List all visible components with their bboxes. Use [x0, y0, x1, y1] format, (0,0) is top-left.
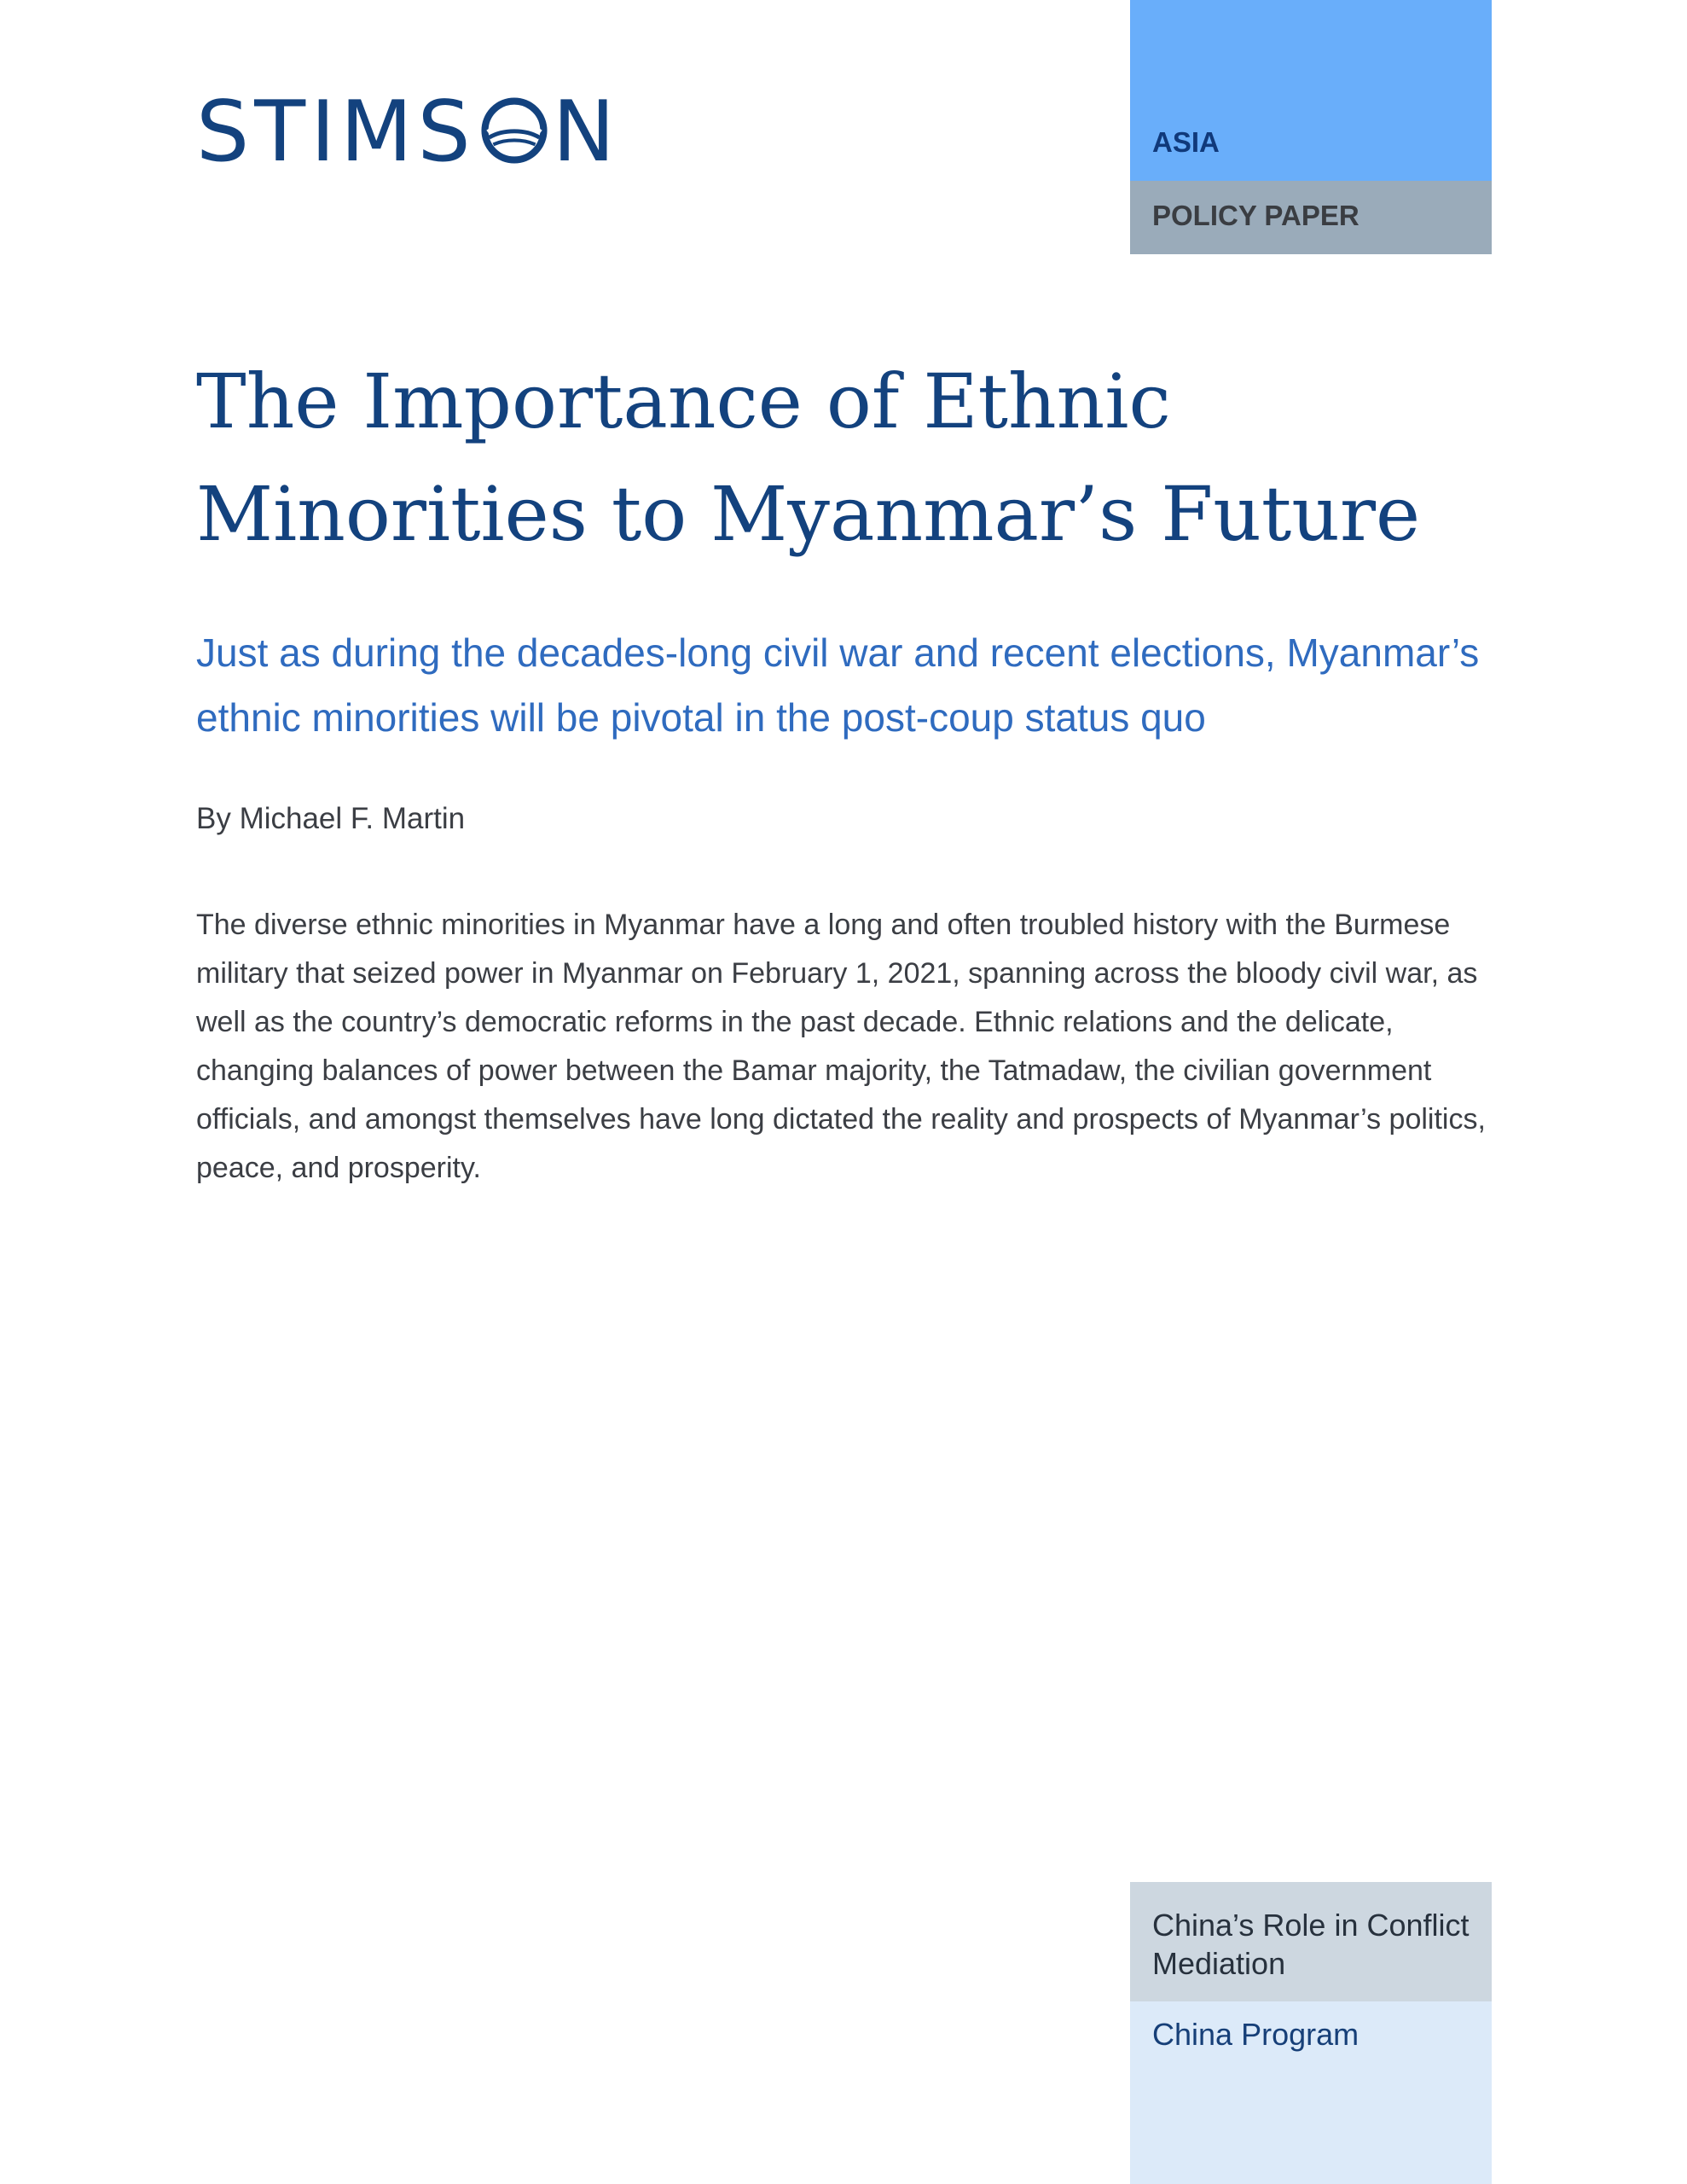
region-label: ASIA	[1152, 126, 1220, 158]
author-byline: By Michael F. Martin	[196, 802, 466, 835]
logo-text-end: N	[552, 84, 621, 181]
program-name: China Program	[1152, 2017, 1359, 2052]
stimson-logo	[196, 84, 621, 181]
document-type-tag	[1130, 181, 1492, 254]
document-type-label: POLICY PAPER	[1152, 200, 1359, 231]
series-name-panel	[1130, 1882, 1492, 2001]
series-name: China’s Role in Conflict Mediation	[1152, 1908, 1470, 1981]
subtitle: Just as during the decades-long civil war and recent elections, Myanmar’s ethnic minorities will be pivotal in the post-coup status quo	[196, 630, 1480, 740]
category-tag	[1130, 0, 1492, 254]
globe-swoosh-icon	[479, 96, 549, 166]
program-panel	[1130, 2001, 1492, 2184]
series-box	[1130, 1882, 1492, 2184]
logo-text-start: STIMS	[196, 84, 476, 181]
region-tag	[1130, 0, 1492, 181]
abstract-paragraph: The diverse ethnic minorities in Myanmar have a long and often troubled history with the Burmese military that seized power in Myanmar on February 1, 2021, spanning across the bloody civil war, as well as the country’s democratic reforms in the past decade. Ethnic relations and the delicate, changing balances of power between the Bamar majority, the Tatmadaw, the civilian government officials, and amongst themselves have long dictated the reality and prospects of Myanmar’s politics, peace, and prosperity.	[196, 909, 1486, 1184]
page-title: The Importance of Ethnic Minorities to Myanmar’s Future	[196, 357, 1421, 558]
